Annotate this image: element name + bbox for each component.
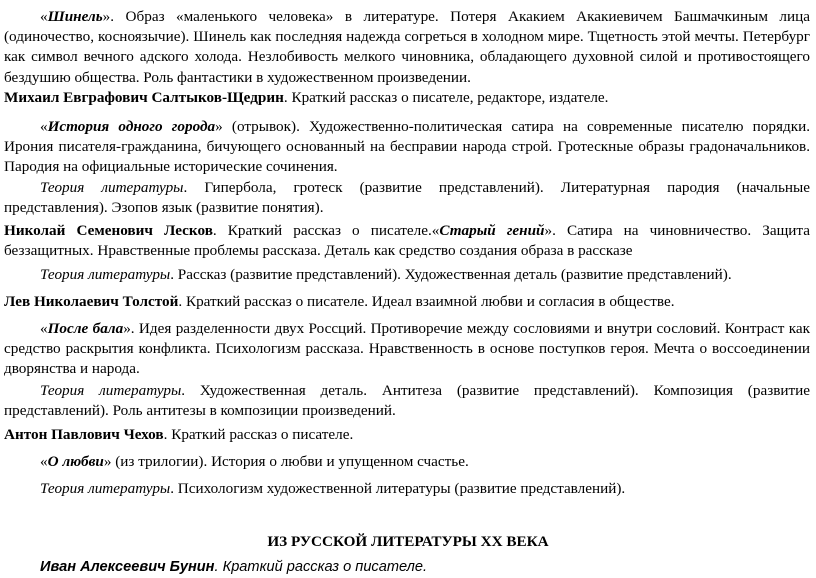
work-title-posle-bala: После бала [47, 320, 124, 337]
theory-label: Теория литературы [40, 480, 171, 497]
theory-label: Теория литературы [40, 382, 182, 399]
author-saltykov: Михаил Евграфович Салтыков-Щедрин [4, 89, 284, 106]
paragraph-chekhov: Антон Павлович Чехов. Краткий рассказ о писателе. [4, 426, 354, 443]
work-title-shinel: Шинель [47, 8, 103, 25]
author-tolstoy: Лев Николаевич Толстой [4, 293, 179, 310]
paragraph-shinel: «Шинель». Образ «маленького человека» в литературе. Потеря Акакием Акакиевичем Башмачкиным лица (одиночество, косноязычие). Шинель как последняя надежда согреться в холодном мире. Тщетность этой мечты. Петербург как символ вечного адского холода. Незлобивость мелкого чиновника, обладающего духовной силой и противостоящего бездушию общества. Роль фантастики в художественном произведении. [4, 8, 810, 86]
paragraph-theory-3: Теория литературы. Художественная деталь. Антитеза (развитие представлений). Композиция (развитие представлений). Роль антитезы в композиции произведений. [4, 382, 810, 420]
author-bunin: Иван Алексеевич Бунин [40, 559, 215, 575]
paragraph-o-lyubvi: «О любви» (из трилогии). История о любви и упущенном счастье. [40, 453, 469, 470]
paragraph-posle-bala: «После бала». Идея разделенности двух Россций. Противоречие между сословиями и внутри сословий. Контраст как средство раскрытия конфликта. Психологизм рассказа. Нравственность в основе поступков героя. Мечта о воссоединении дворянства и народа. [4, 320, 810, 378]
paragraph-theory-2: Теория литературы. Рассказ (развитие представлений). Художественная деталь (развитие представлений). [40, 266, 732, 283]
paragraph-theory-1: Теория литературы. Гипербола, гротеск (развитие представлений). Литературная пародия (начальные представления). Эзопов язык (развитие понятия). [4, 179, 811, 217]
work-title-o-lyubvi: О любви [47, 453, 104, 470]
paragraph-saltykov: Михаил Евграфович Салтыков-Щедрин. Краткий рассказ о писателе, редакторе, издателе. [4, 89, 609, 106]
theory-label: Теория литературы [40, 266, 171, 283]
paragraph-istoriya: «История одного города» (отрывок). Художественно-политическая сатира на современные писателю порядки. Ирония писателя-гражданина, бичующего основанный на бесправии народа строй. Гротескные образы градоначальников. Пародия на официальные исторические сочинения. [4, 118, 810, 176]
author-chekhov: Антон Павлович Чехов [4, 426, 164, 443]
paragraph-theory-4: Теория литературы. Психологизм художественной литературы (развитие представлений). [40, 480, 626, 497]
paragraph-bunin: Иван Алексеевич Бунин. Краткий рассказ о писателе. [40, 559, 428, 575]
section-heading: ИЗ РУССКОЙ ЛИТЕРАТУРЫ ХХ ВЕКА [267, 533, 549, 550]
work-title-istoriya: История одного города [47, 118, 216, 135]
paragraph-tolstoy: Лев Николаевич Толстой. Краткий рассказ о писателе. Идеал взаимной любви и согласия в обществе. [4, 293, 675, 310]
paragraph-leskov: Николай Семенович Лесков. Краткий рассказ о писателе.«Старый гений». Сатира на чиновничество. Защита беззащитных. Нравственные проблемы рассказа. Деталь как средство создания образа в рассказе [4, 222, 810, 260]
author-leskov: Николай Семенович Лесков [4, 222, 213, 239]
theory-label: Теория литературы [40, 179, 184, 196]
work-title-stary-geniy: Старый гений [439, 222, 545, 239]
